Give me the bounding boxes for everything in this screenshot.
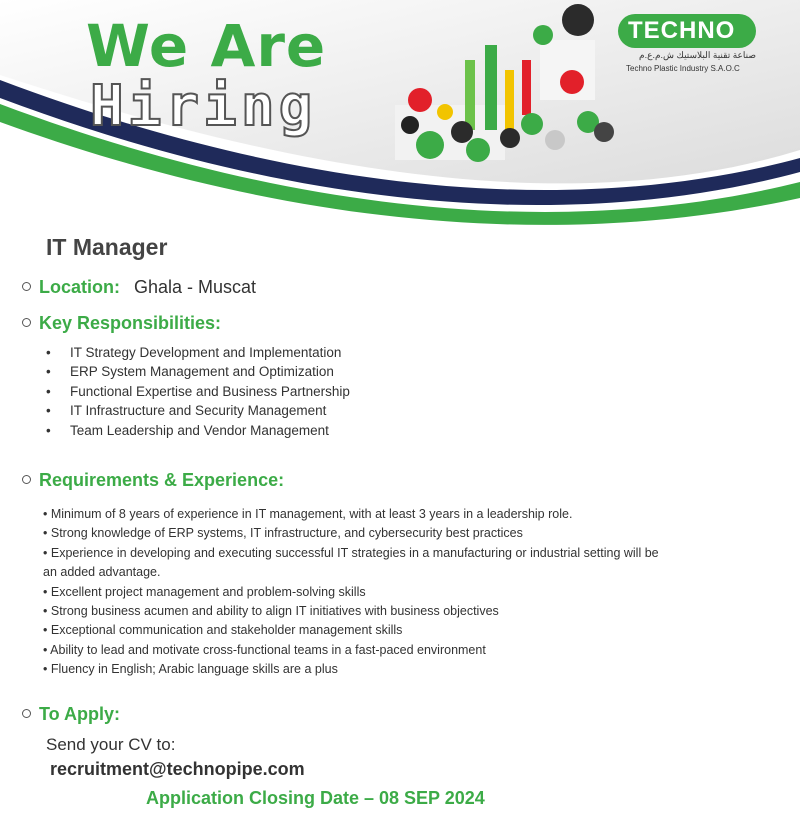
logo-text: TECHNO [628,17,736,44]
bullet-icon: • [43,623,51,638]
responsibility-item [46,382,350,401]
requirement-text: Fluency in English; Arabic language skills are a plus [50,662,338,677]
requirement-text: Minimum of 8 years of experience in IT management, with at least 3 years in a leadership role. [50,507,573,521]
requirement-text: Excellent project management and problem-solving skills [50,584,366,599]
requirement-text: Strong business acumen and ability to align IT initiatives with business objectives [50,604,499,619]
bullet-icon: • [46,345,51,360]
responsibility-text: Functional Expertise and Business Partnership [70,383,350,399]
bullet-icon: • [43,604,51,619]
bullet-icon: • [43,584,51,599]
responsibility-item [46,362,350,381]
company-logo [618,14,768,74]
circle-bullet-icon [22,318,31,327]
requirement-text: Strong knowledge of ERP systems, IT infrastructure, and cybersecurity best practices [50,526,523,541]
requirement-item [43,602,663,621]
requirement-item [43,544,663,583]
bullet-icon: • [43,526,51,541]
requirements-list [43,505,663,680]
bullet-icon: • [43,545,51,560]
responsibilities-heading [22,313,221,334]
location-value: Ghala - Muscat [134,277,257,297]
location-label: Location: [39,277,120,297]
responsibilities-list [46,343,350,440]
hiring-banner [0,0,800,230]
requirement-item [43,524,663,543]
bullet-icon: • [43,642,51,657]
responsibility-text: ERP System Management and Optimization [70,364,334,380]
logo-company-name: Techno Plastic Industry S.A.O.C [626,64,740,73]
responsibility-item [46,401,350,420]
requirement-text: Exceptional communication and stakeholder management skills [50,623,403,638]
job-title: IT Manager [46,234,168,260]
responsibilities-heading-text: Key Responsibilities: [39,313,222,333]
requirements-heading [22,470,284,491]
headline-we-are: We Are [86,12,327,80]
requirement-item [43,641,663,660]
requirement-item [43,505,663,524]
responsibility-text: IT Infrastructure and Security Management [70,403,327,419]
headline-hiring: Hiring [90,74,317,139]
responsibility-item [46,343,350,362]
apply-heading-text: To Apply: [39,704,120,724]
responsibility-text: Team Leadership and Vendor Management [70,422,329,438]
requirement-item [43,621,663,640]
requirement-text: Ability to lead and motivate cross-functional teams in a fast-paced environment [50,642,486,657]
circle-bullet-icon [22,282,31,291]
requirement-text: Experience in developing and executing successful IT strategies in a manufacturing or industrial setting will be an added advantage. [43,545,659,580]
bullet-icon: • [46,422,51,438]
bullet-icon: • [46,364,51,380]
requirement-item [43,583,663,602]
circle-bullet-icon [22,475,31,484]
location-row [22,277,256,298]
bullet-icon: • [46,383,51,399]
responsibility-item [46,421,350,440]
apply-email[interactable]: recruitment@technopipe.com [50,759,305,779]
circle-bullet-icon [22,709,31,718]
bullet-icon: • [43,662,51,677]
apply-instruction: Send your CV to: [46,735,176,754]
responsibility-text: IT Strategy Development and Implementation [70,345,342,360]
bullet-icon: • [46,403,51,419]
closing-date: Application Closing Date – 08 SEP 2024 [146,788,485,808]
apply-heading [22,704,120,725]
logo-arabic-name: صناعة تقنية البلاستيك ش.م.ع.م [639,50,756,60]
bullet-icon: • [43,507,51,521]
requirements-heading-text: Requirements & Experience: [39,470,285,490]
requirement-item [43,660,663,679]
